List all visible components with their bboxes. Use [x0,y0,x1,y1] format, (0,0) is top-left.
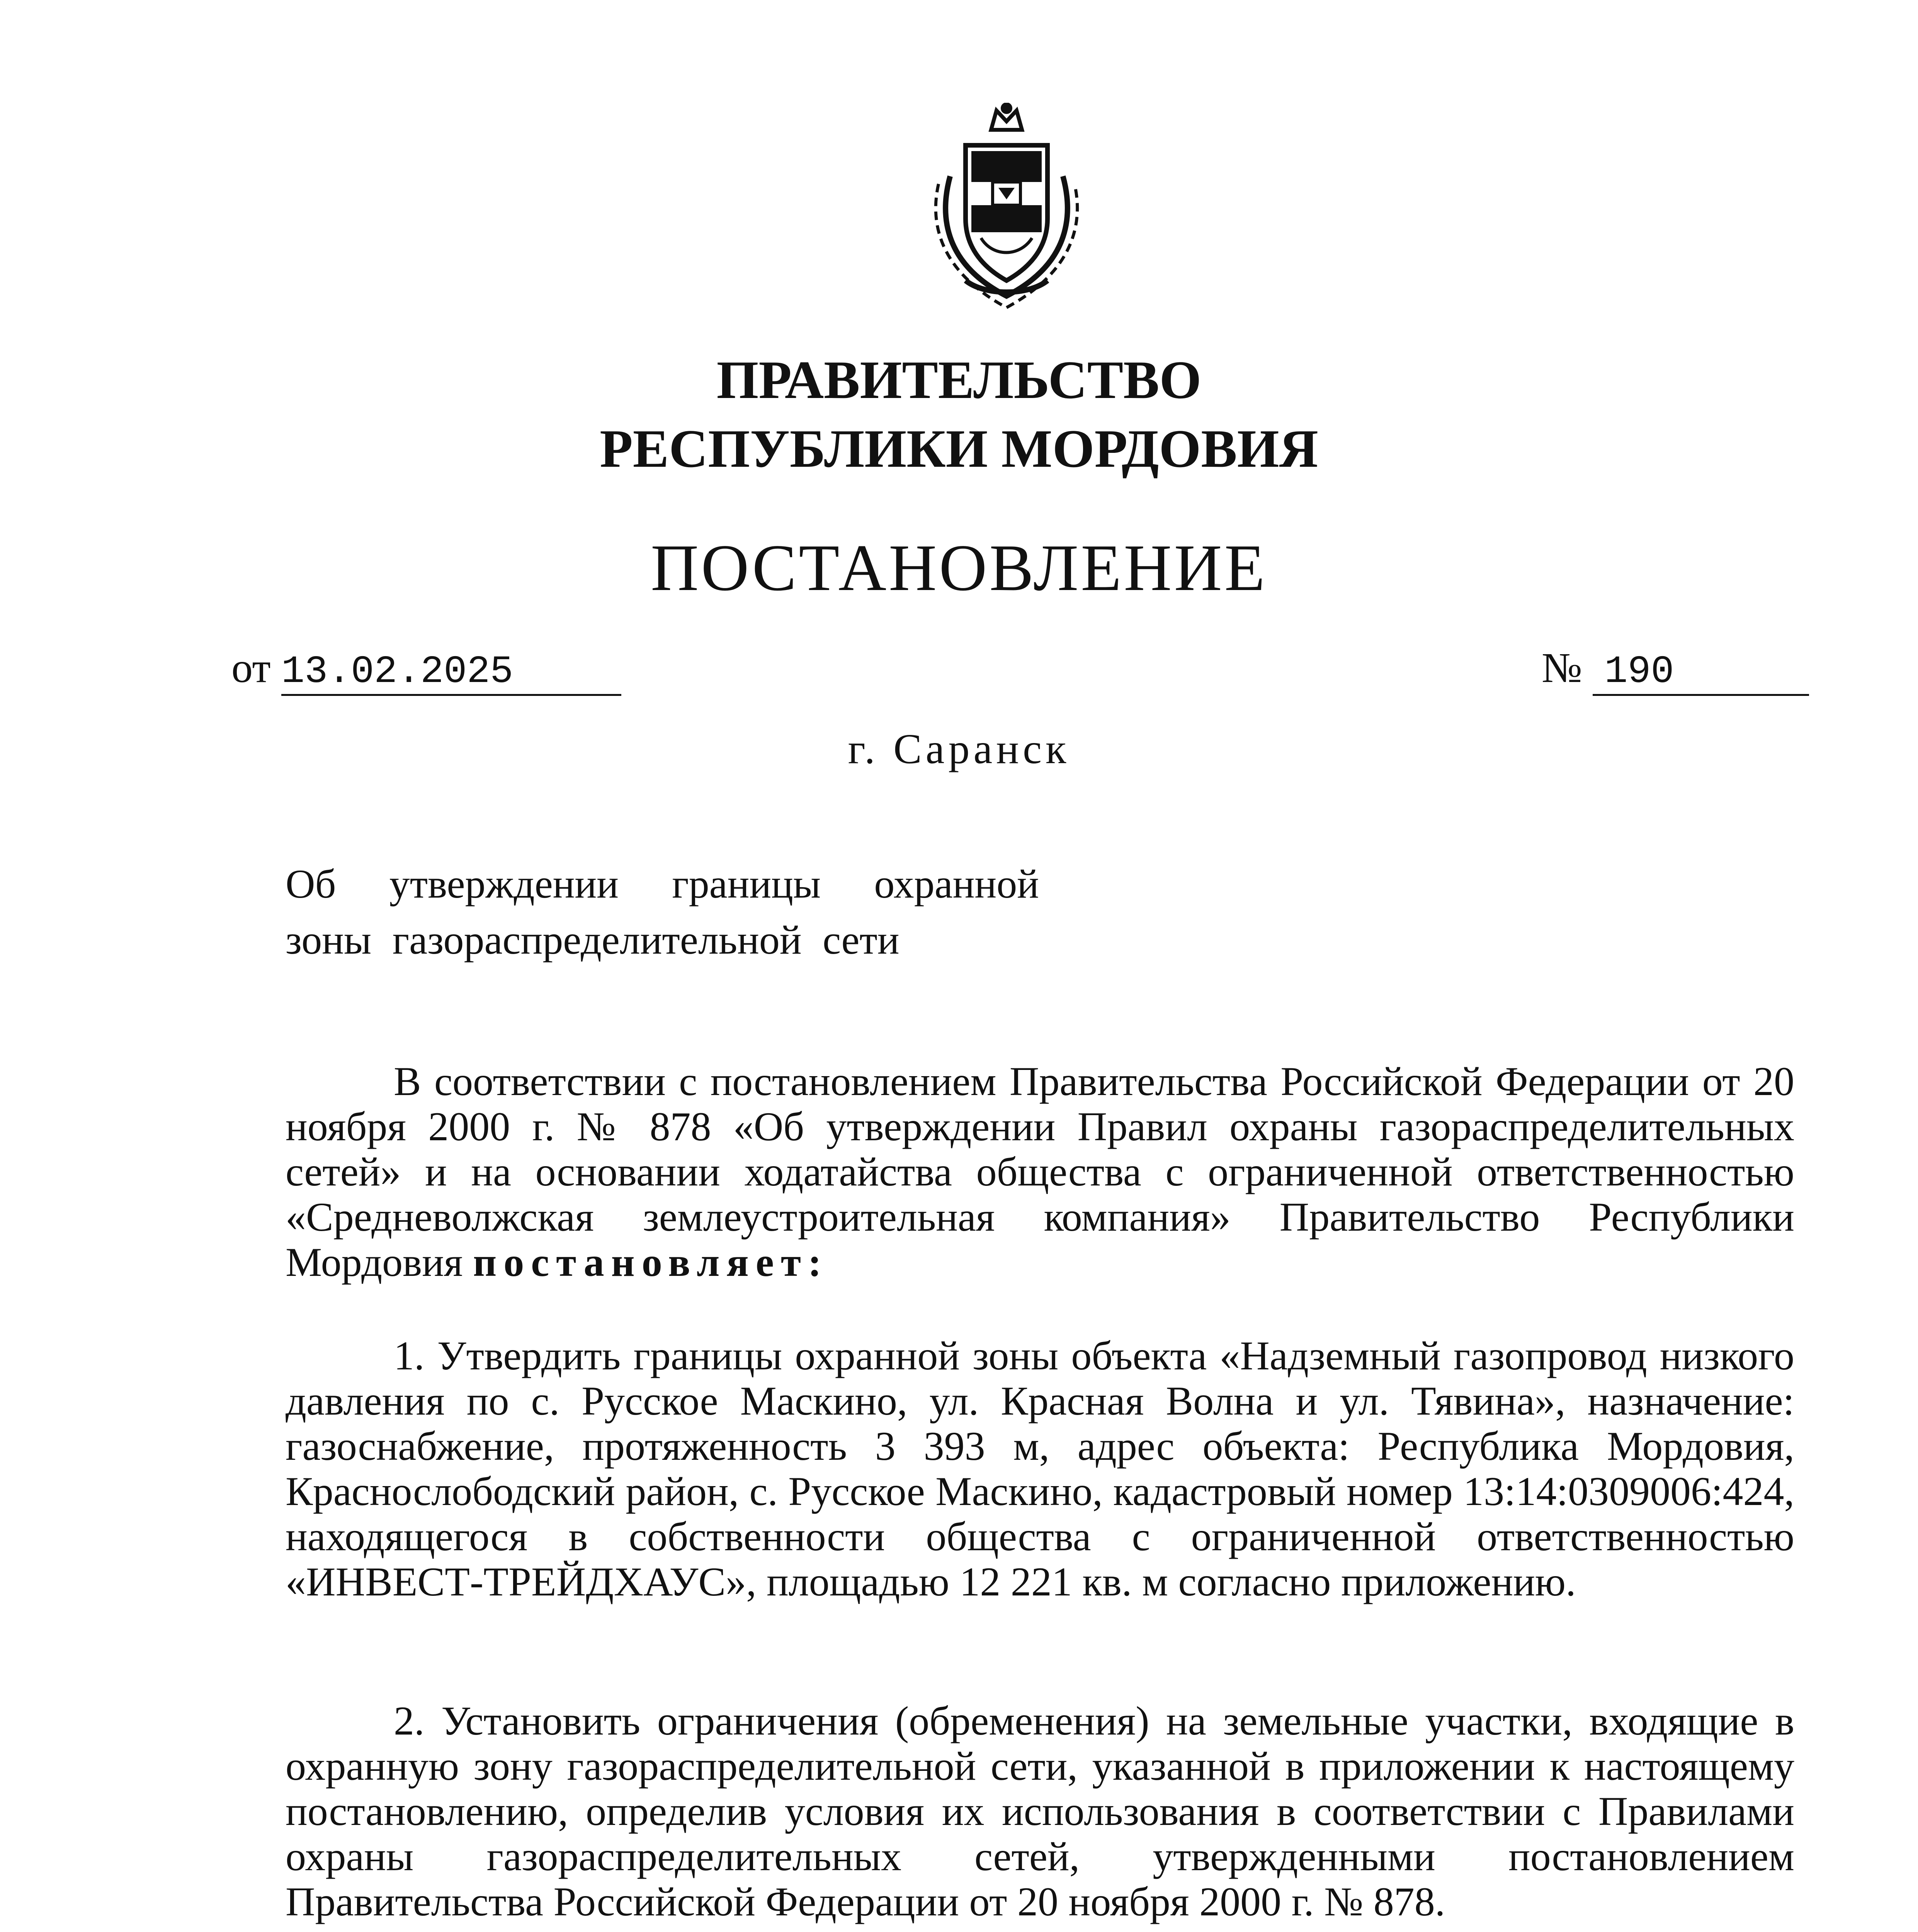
preamble-paragraph [286,1059,1794,1285]
document-subject [286,856,1039,968]
date-line [231,643,621,696]
government-title [0,346,1918,483]
number-line [1542,643,1809,696]
coat-of-arms-emblem-icon [923,103,1090,315]
number-prefix: № [1542,644,1582,691]
title-line-1: ПРАВИТЕЛЬСТВО [716,350,1202,410]
title-line-2: РЕСПУБЛИКИ МОРДОВИЯ [600,419,1318,479]
preamble-text: В соответствии с постановлением Правительства Российской Федерации от 20 ноября 2000 г. № 878 «Об утверждении Правил охраны газораспределительных сетей» и на основании ходатайства общества с ограниченной ответственностью «Средневолжская землеустроительная компания» Правительство Республики Мордовия [286,1059,1794,1285]
subject-line-2: зоны газораспределительной сети [286,917,899,963]
subject-line-1: Об утверждении границы охранной [286,861,1039,906]
date-prefix: от [231,644,271,691]
city-line: г. Саранск [848,725,1070,772]
document-type-heading: ПОСТАНОВЛЕНИЕ [651,531,1267,605]
item-2-paragraph: 2. Установить ограничения (обременения) на земельные участки, входящие в охранную зону газораспределительной сети, указанной в приложении к настоящему постановлению, определив условия их использования в соответствии с Правилами охраны газораспределительных сетей, утвержденными постановлением Правительства Российской Федерации от 20 ноября 2000 г. № 878. [286,1698,1794,1924]
document-date: 13.02.2025 [281,650,621,696]
item-1-paragraph: 1. Утвердить границы охранной зоны объекта «Надземный газопровод низкого давления по с. Русское Маскино, ул. Красная Волна и ул. Тявина», назначение: газоснабжение, протяженность 3 393 м, адрес объекта: Республика Мордовия, Краснослободский район, с. Русское Маскино, кадастровый номер 13:14:0309006:424, находящегося в собственности общества с ограниченной ответственностью «ИНВЕСТ-ТРЕЙДХАУС», площадью 12 221 кв. м согласно приложению. [286,1333,1794,1604]
decree-word: постановляет: [473,1240,829,1285]
document-number: 190 [1593,650,1809,696]
